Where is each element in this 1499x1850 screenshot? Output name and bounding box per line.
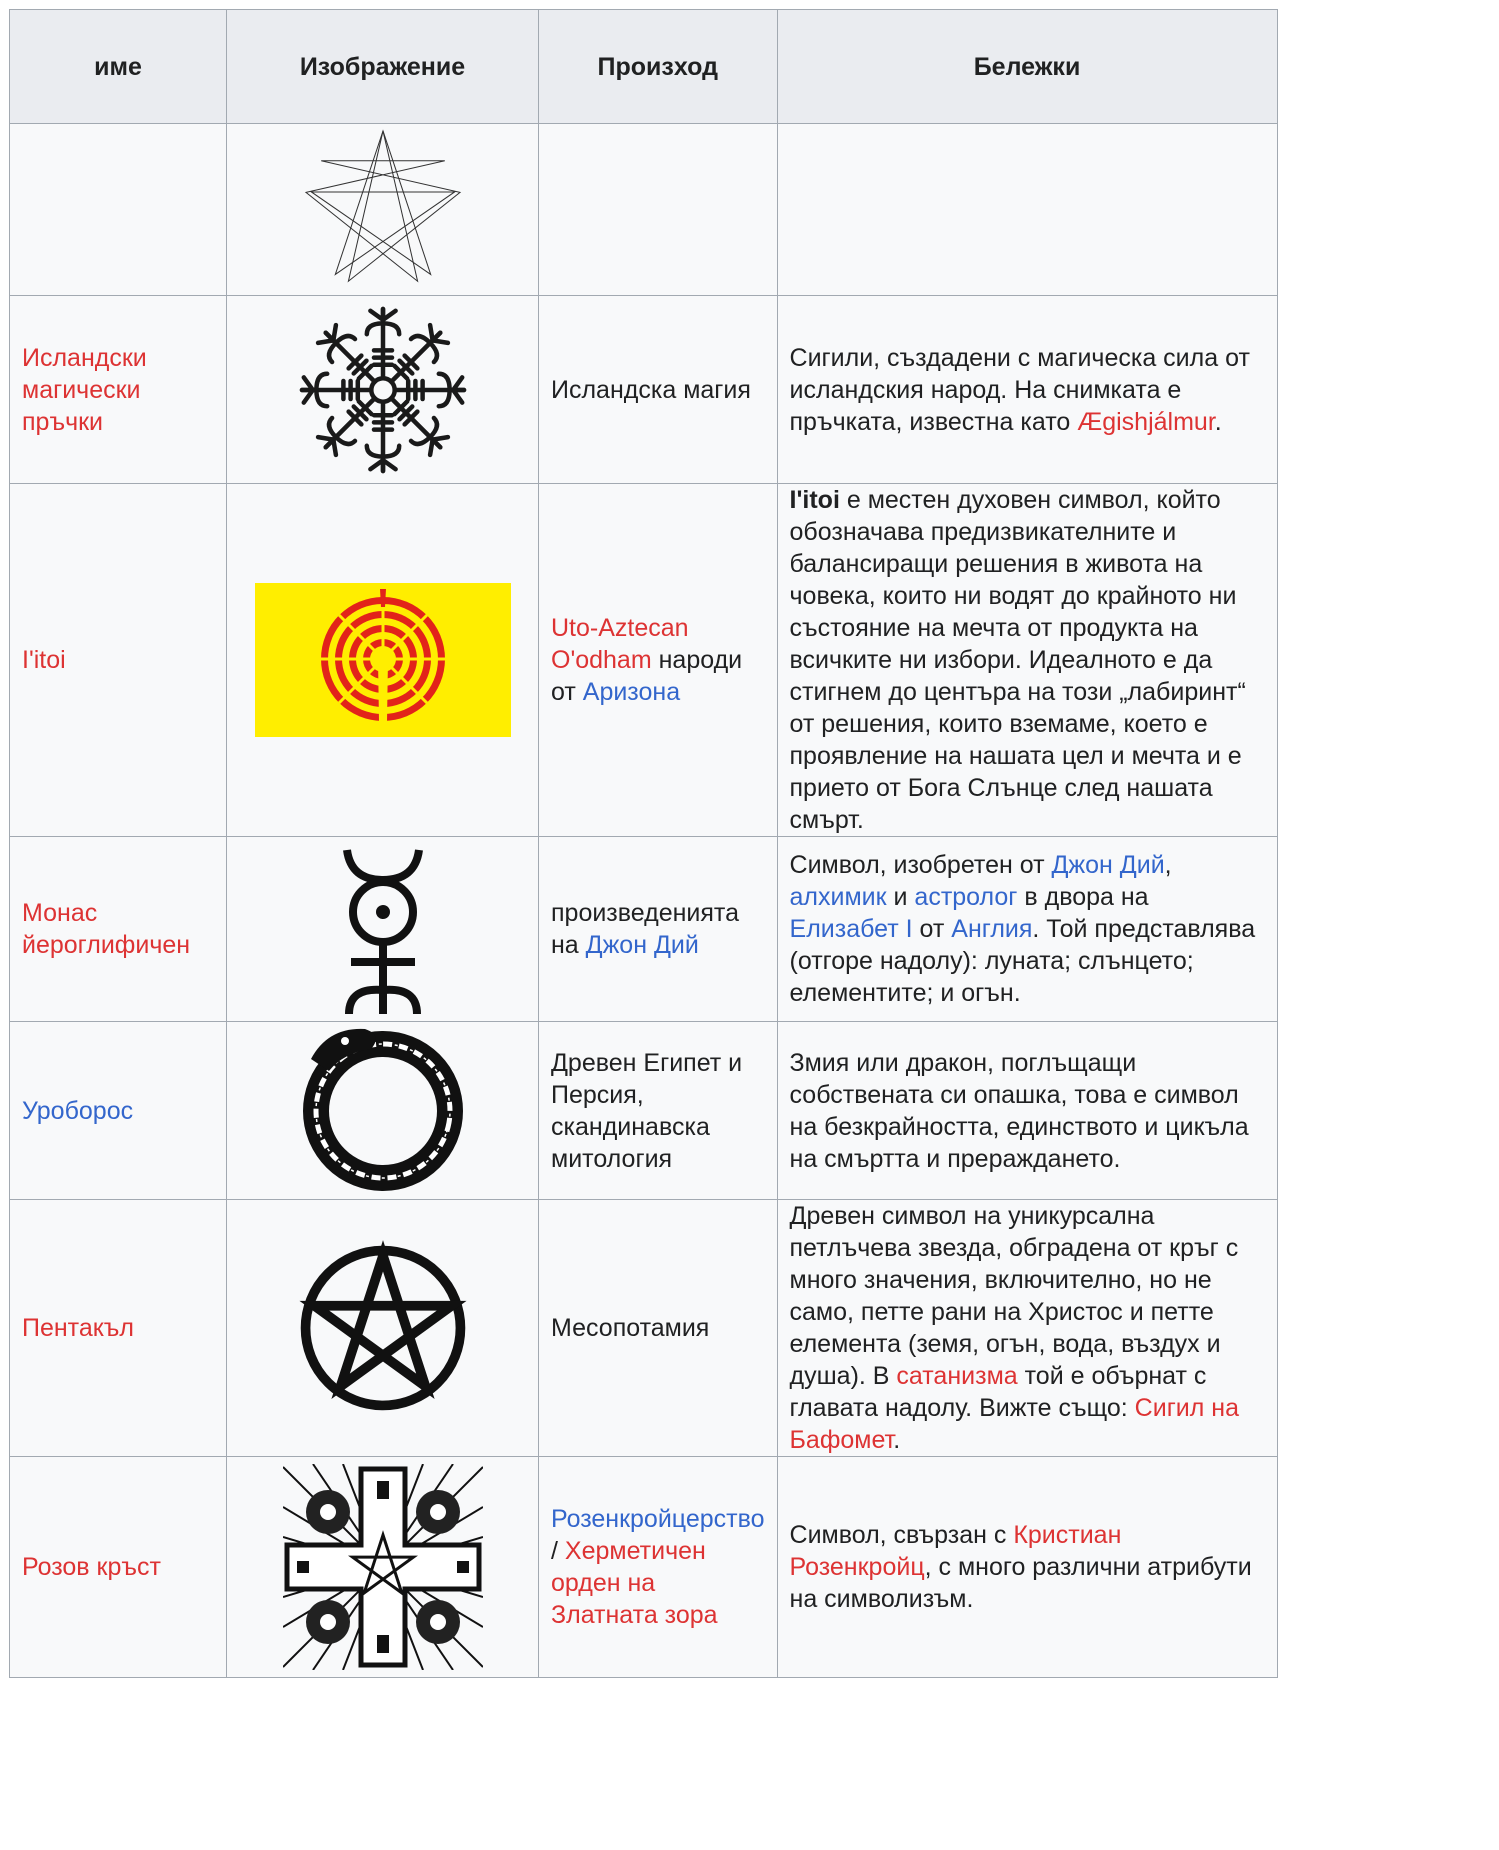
name-link[interactable]: Уроборос xyxy=(22,1096,134,1125)
notes-text: . xyxy=(893,1426,901,1454)
row-name-cell xyxy=(10,1022,227,1200)
origin-link[interactable]: Херметичен орден на Златната зора xyxy=(551,1537,718,1629)
row-notes-cell xyxy=(777,837,1277,1022)
aegishjalmur-icon[interactable] xyxy=(293,300,473,480)
notes-link[interactable]: Кристиан Розенкройц xyxy=(789,1521,1122,1581)
row-image-cell xyxy=(227,837,539,1022)
row-origin-cell xyxy=(539,124,778,296)
notes-text: . xyxy=(1214,407,1222,436)
origin-link[interactable]: Розенкройцерство xyxy=(551,1505,765,1533)
notes-link[interactable]: Ægishjálmur xyxy=(1077,407,1215,436)
row-name-cell xyxy=(10,1200,227,1457)
name-link[interactable]: Исландски магически пръчки xyxy=(22,343,147,436)
row-notes-cell xyxy=(777,1457,1277,1678)
notes-link[interactable]: алхимик xyxy=(789,883,887,911)
row-image-cell xyxy=(227,1457,539,1678)
row-name-cell xyxy=(10,124,227,296)
name-link[interactable]: I'itoi xyxy=(22,646,66,674)
notes-text: , xyxy=(1164,851,1172,879)
table-row xyxy=(10,1200,1278,1457)
row-image-cell xyxy=(227,1022,539,1200)
table-row xyxy=(10,837,1278,1022)
row-origin-cell: Исландска магия xyxy=(539,296,778,484)
table-row xyxy=(10,296,1278,484)
table-row xyxy=(10,124,1278,296)
notes-link[interactable]: Джон Дий xyxy=(1051,851,1165,879)
table-row xyxy=(10,1457,1278,1678)
notes-text: и xyxy=(886,883,915,911)
table-row xyxy=(10,484,1278,837)
row-notes-cell xyxy=(777,484,1277,837)
notes-link[interactable]: астролог xyxy=(914,883,1018,911)
row-notes-cell xyxy=(777,124,1277,296)
notes-link[interactable]: Англия xyxy=(951,915,1033,943)
row-image-cell xyxy=(227,484,539,837)
pentacle-icon[interactable] xyxy=(295,1240,471,1416)
row-name-cell xyxy=(10,296,227,484)
row-name-cell xyxy=(10,837,227,1022)
row-image-cell xyxy=(227,1200,539,1457)
heptagram-icon[interactable] xyxy=(293,125,473,295)
notes-text: Символ, изобретен от xyxy=(789,851,1052,879)
notes-link[interactable]: сатанизма xyxy=(896,1362,1018,1390)
origin-text: произведенията на xyxy=(551,899,740,959)
origin-link[interactable]: Uto-Aztecan O'odham xyxy=(551,614,689,674)
row-origin-cell: Месопотамия xyxy=(539,1200,778,1457)
row-origin-cell: Древен Египет и Персия, скандинавска митология xyxy=(539,1022,778,1200)
notes-text: Сигили, създадени с магическа сила от исландския народ. На снимката е пръчката, известна като xyxy=(789,343,1250,436)
row-origin-cell xyxy=(539,1457,778,1678)
notes-text: . Той представлява (отгоре надолу): луната; слънцето; елементите; и огън. xyxy=(789,915,1256,1007)
table-row xyxy=(10,1022,1278,1200)
row-origin-cell xyxy=(539,484,778,837)
name-link[interactable]: Монас йероглифичен xyxy=(22,899,191,959)
notes-text: от xyxy=(912,915,952,943)
column-header-origin[interactable]: Произход xyxy=(539,10,778,124)
origin-text: народи от xyxy=(551,646,743,706)
iitoi-maze-icon[interactable] xyxy=(255,583,511,737)
notes-bold: I'itoi xyxy=(789,486,840,514)
column-header-image[interactable]: Изображение xyxy=(227,10,539,124)
row-notes-cell xyxy=(777,1200,1277,1457)
notes-text: той е обърнат с главата надолу. Вижте също: xyxy=(789,1362,1207,1422)
column-header-name[interactable]: име xyxy=(10,10,227,124)
monas-hieroglyphica-icon[interactable] xyxy=(333,842,433,1017)
name-link[interactable]: Пентакъл xyxy=(22,1314,134,1342)
column-header-notes[interactable]: Бележки xyxy=(777,10,1277,124)
row-notes-cell xyxy=(777,296,1277,484)
origin-link[interactable]: Аризона xyxy=(582,678,681,706)
row-name-cell xyxy=(10,484,227,837)
row-name-cell xyxy=(10,1457,227,1678)
notes-link[interactable]: Сигил на Бафомет xyxy=(789,1394,1240,1454)
origin-link[interactable]: Джон Дий xyxy=(585,931,699,959)
origin-separator: / xyxy=(551,1537,565,1565)
row-origin-cell xyxy=(539,837,778,1022)
notes-link[interactable]: Елизабет I xyxy=(789,915,913,943)
ouroboros-icon[interactable] xyxy=(297,1025,469,1197)
row-image-cell xyxy=(227,296,539,484)
row-image-cell xyxy=(227,124,539,296)
notes-text: Древен символ на уникурсална петлъчева звезда, обградена от кръг с много значения, включително, но не само, петте рани на Христос и петте елемента (земя, огън, вода, въздух и душа). В xyxy=(789,1202,1239,1390)
notes-text: , с много различни атрибути на символизъм. xyxy=(789,1553,1252,1613)
name-link[interactable]: Розов кръст xyxy=(22,1553,161,1581)
rose-cross-icon[interactable] xyxy=(283,1464,483,1670)
symbols-table xyxy=(9,9,1278,1678)
notes-text: в двора на xyxy=(1017,883,1149,911)
table-header-row xyxy=(10,10,1278,124)
row-notes-cell: Змия или дракон, поглъщащи собствената си опашка, това е символ на безкрайността, единството и цикъла на смъртта и прераждането. xyxy=(777,1022,1277,1200)
notes-text: е местен духовен символ, който обозначава предизвикателните и балансиращи решения в живота на човека, които ни водят до крайното ни състояние на мечта от продукта на всичките ни избори. Идеалното е да стигнем до центъра на този „лабиринт“ от решения, които вземаме, което е проявление на нашата цел и мечта и е прието от Бога Слънце след нашата смърт. xyxy=(789,486,1246,834)
notes-text: Символ, свързан с xyxy=(789,1521,1014,1549)
